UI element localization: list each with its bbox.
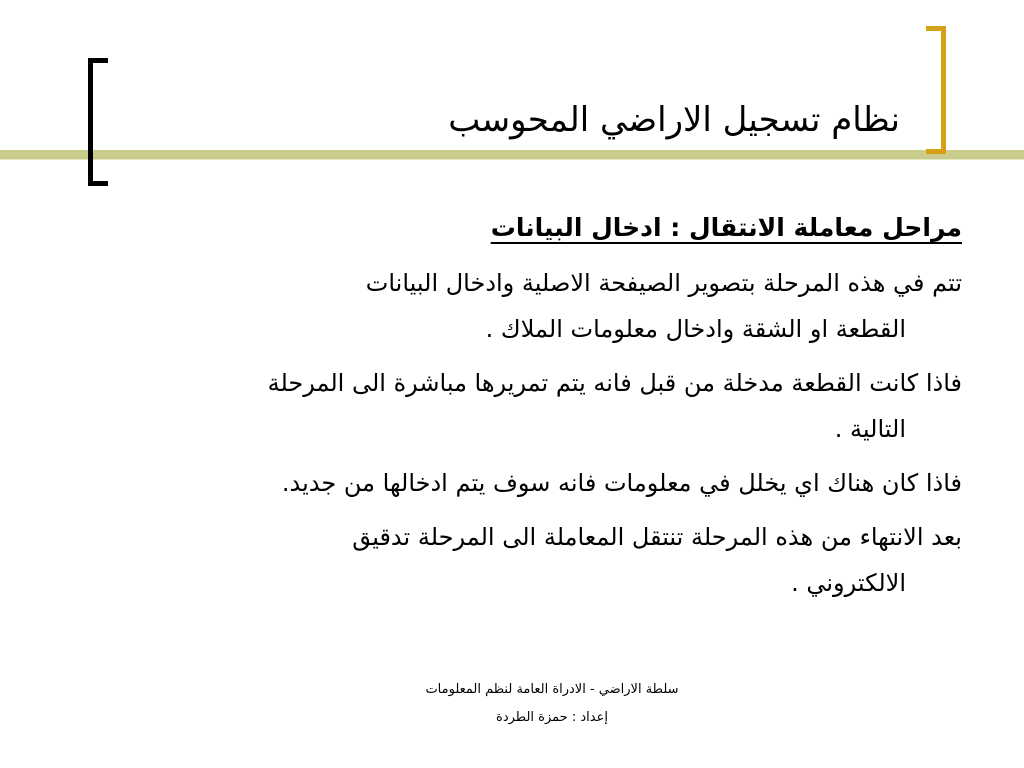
left-bracket-decoration bbox=[88, 58, 108, 186]
paragraph-line: فاذا كانت القطعة مدخلة من قبل فانه يتم تمريرها مباشرة الى المرحلة bbox=[267, 369, 962, 397]
paragraph-line: بعد الانتهاء من هذه المرحلة تنتقل المعاملة الى المرحلة تدقيق bbox=[352, 523, 962, 551]
paragraph-line-continued: التالية . bbox=[834, 415, 906, 443]
body-paragraph bbox=[102, 260, 962, 352]
body-paragraph bbox=[102, 460, 962, 506]
slide-title: نظام تسجيل الاراضي المحوسب bbox=[448, 100, 900, 140]
body-paragraph bbox=[102, 514, 962, 606]
paragraph-line-continued: القطعة او الشقة وادخال معلومات الملاك . bbox=[485, 315, 906, 343]
paragraph-line: تتم في هذه المرحلة بتصوير الصيفحة الاصلية وادخال البيانات bbox=[365, 269, 962, 297]
body-paragraph bbox=[102, 360, 962, 452]
title-rule bbox=[0, 150, 1024, 159]
paragraph-line-continued: الالكتروني . bbox=[791, 569, 906, 597]
right-bracket-decoration bbox=[926, 26, 946, 154]
paragraph-line: فاذا كان هناك اي يخلل في معلومات فانه سوف يتم ادخالها من جديد. bbox=[281, 469, 962, 497]
footer-author: إعداد : حمزة الطردة bbox=[496, 710, 608, 725]
slide-footer bbox=[300, 676, 804, 732]
section-heading: مراحل معاملة الانتقال : ادخال البيانات bbox=[490, 213, 962, 242]
footer-organization: سلطة الاراضي - الادراة العامة لنظم المعلومات bbox=[425, 682, 679, 697]
slide-body bbox=[102, 206, 962, 614]
title-rule-shadow bbox=[0, 159, 1024, 160]
